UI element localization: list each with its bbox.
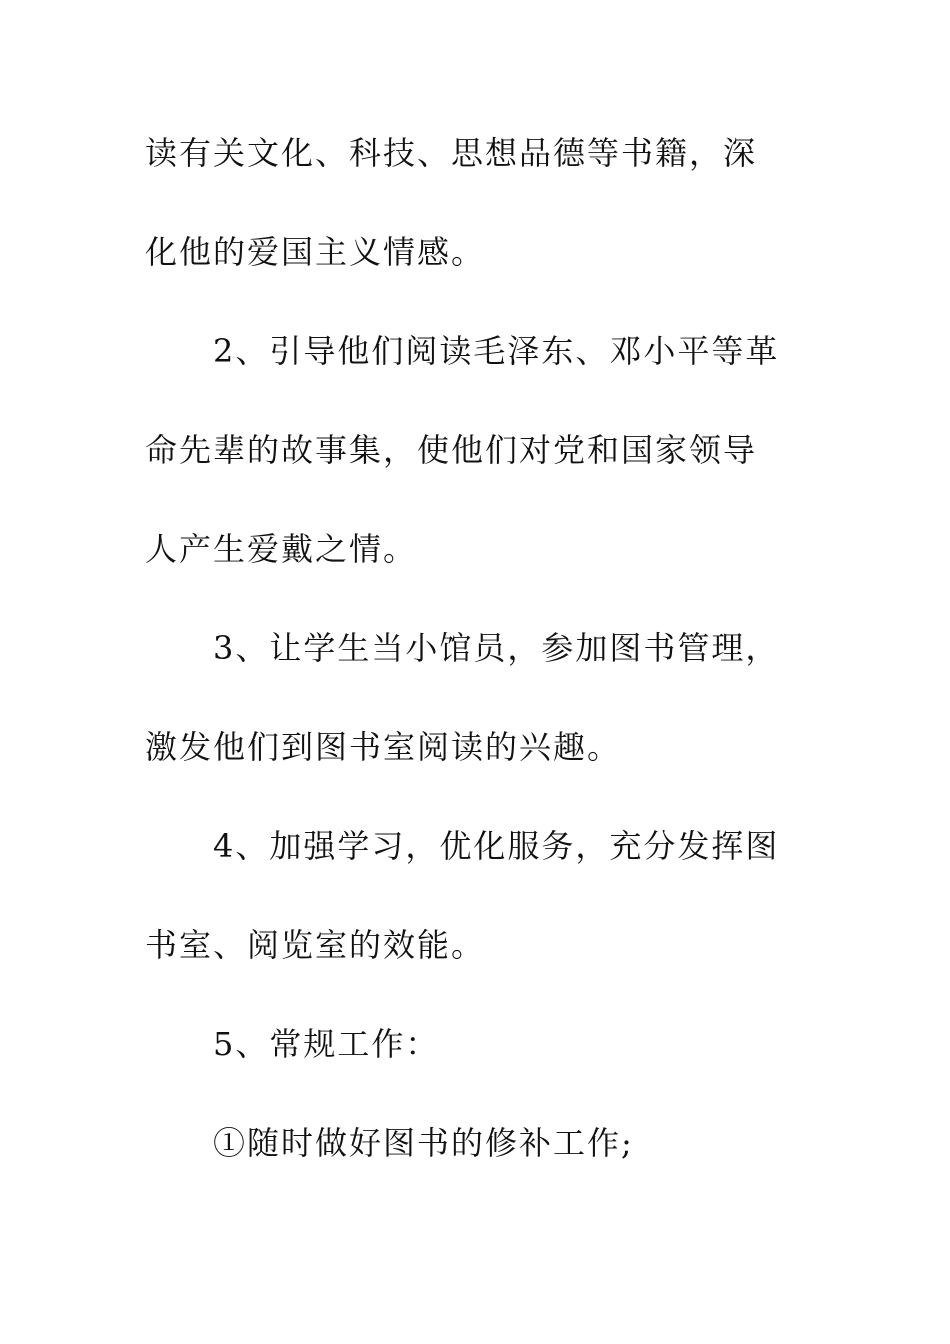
text-line-9: 书室、阅览室的效能。 xyxy=(145,926,486,964)
text-line-11: ①随时做好图书的修补工作; xyxy=(213,1124,634,1162)
text-line-6: 3、让学生当小馆员，参加图书管理， xyxy=(213,629,780,667)
text-line-7: 激发他们到图书室阅读的兴趣。 xyxy=(145,728,622,766)
text-line-1: 读有关文化、科技、思想品德等书籍，深 xyxy=(145,134,758,172)
text-line-8: 4、加强学习，优化服务，充分发挥图 xyxy=(213,827,780,865)
text-line-10: 5、常规工作： xyxy=(213,1025,440,1063)
text-line-4: 命先辈的故事集，使他们对党和国家领导 xyxy=(145,431,758,469)
text-line-3: 2、引导他们阅读毛泽东、邓小平等革 xyxy=(213,332,780,370)
text-line-5: 人产生爱戴之情。 xyxy=(145,530,418,568)
text-line-2: 化他的爱国主义情感。 xyxy=(145,233,486,271)
